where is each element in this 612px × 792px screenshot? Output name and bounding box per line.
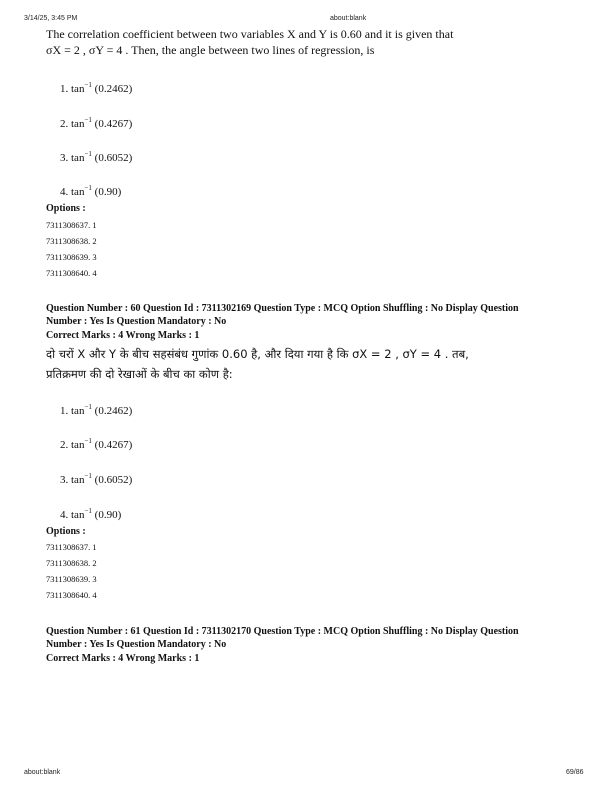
q59-option-id-3: 7311308639. 3 [46, 252, 97, 262]
q59-option-id-2: 7311308638. 2 [46, 236, 97, 246]
q59-choice-4: 4. $\tan^{-1} (0.90)$ [60, 184, 122, 198]
q60-marks: Correct Marks : 4 Wrong Marks : 1 [46, 330, 200, 341]
q59-stem-line2: σX = 2 , σY = 4 . Then, the angle between two lines of regression, is [46, 43, 375, 57]
print-page-title: about:blank [330, 15, 367, 22]
q61-meta-line1: Question Number : 61 Question Id : 7311302170 Question Type : MCQ Option Shuffling : No Display Question [46, 626, 519, 637]
q60-meta-line1: Question Number : 60 Question Id : 7311302169 Question Type : MCQ Option Shuffling : No Display Question [46, 303, 519, 314]
q60-hindi-line2: प्रतिक्रमण की दो रेखाओं के बीच का कोण है: [46, 367, 233, 381]
q60-choice-4: 4. $\tan^{-1} (0.90)$ [60, 507, 122, 521]
q60-choice-2: 2. $\tan^{-1} (0.4267)$ [60, 437, 133, 451]
q60-option-id-3: 7311308639. 3 [46, 574, 97, 584]
q60-choice-3: 3. $\tan^{-1} (0.6052)$ [60, 472, 133, 486]
q60-option-id-2: 7311308638. 2 [46, 558, 97, 568]
q59-choice-1: 1. $\tan^{-1} (0.2462)$ [60, 81, 133, 95]
q61-meta-line2: Number : Yes Is Question Mandatory : No [46, 639, 227, 650]
q59-option-id-4: 7311308640. 4 [46, 268, 97, 278]
q60-options-label: Options : [46, 526, 86, 537]
q60-meta-line2: Number : Yes Is Question Mandatory : No [46, 316, 227, 327]
q60-option-id-1: 7311308637. 1 [46, 542, 97, 552]
q59-option-id-1: 7311308637. 1 [46, 220, 97, 230]
q61-marks: Correct Marks : 4 Wrong Marks : 1 [46, 653, 200, 664]
q59-stem-line1: The correlation coefficient between two variables X and Y is 0.60 and it is given that [46, 27, 454, 41]
print-page-number: 69/86 [566, 769, 584, 776]
q59-options-label: Options : [46, 203, 86, 214]
print-timestamp: 3/14/25, 3:45 PM [24, 15, 78, 22]
q59-choice-3: 3. $\tan^{-1} (0.6052)$ [60, 150, 133, 164]
q60-choice-1: 1. $\tan^{-1} (0.2462)$ [60, 403, 133, 417]
q60-hindi-line1: दो चरों X और Y के बीच सहसंबंध गुणांक 0.60 है, और दिया गया है कि σX = 2 , σY = 4 . तब, [46, 347, 469, 361]
print-footer-url: about:blank [24, 769, 61, 776]
q59-choice-2: 2. $\tan^{-1} (0.4267)$ [60, 116, 133, 130]
q60-option-id-4: 7311308640. 4 [46, 590, 97, 600]
